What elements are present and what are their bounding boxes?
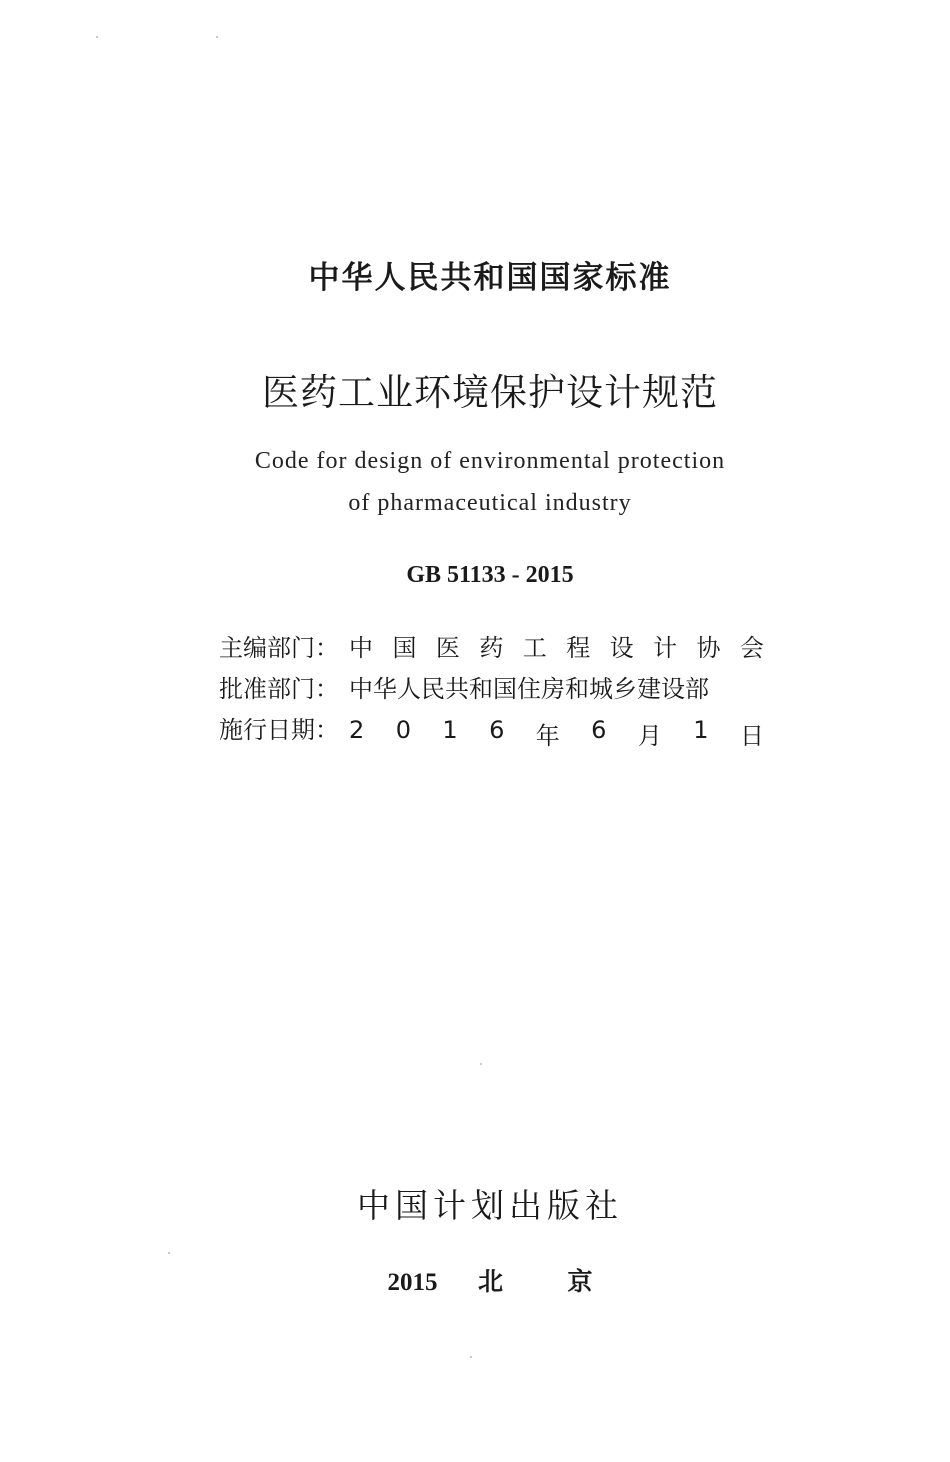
effective-date-char: 6 [489, 716, 505, 744]
effective-date-char: 6 [591, 716, 607, 744]
chief-editor-char: 协 [696, 634, 721, 662]
standard-title-english-line1: Code for design of environmental protection [254, 448, 726, 474]
effective-date-char: 1 [442, 716, 458, 744]
scan-speck [216, 36, 218, 38]
chief-editor-char: 设 [609, 634, 634, 662]
standard-title-english-line2: of pharmaceutical industry [348, 490, 632, 516]
effective-date-value [349, 716, 764, 751]
publisher-name: 中国计划出版社 [357, 1186, 623, 1225]
scan-speck [470, 1356, 472, 1358]
chief-editor-value [349, 628, 764, 663]
scan-speck [480, 1063, 482, 1065]
effective-date-char: 1 [693, 716, 709, 744]
chief-editor-char: 医 [435, 634, 460, 662]
approval-value: 中华人民共和国住房和城乡建设部 [349, 675, 709, 703]
publication-city-char-1: 北 [477, 1269, 503, 1296]
chief-editor-label: 主编部门： [219, 634, 339, 662]
effective-date-char: 日 [739, 722, 764, 750]
approval-label: 批准部门： [219, 675, 339, 703]
publication-place [15, 1262, 950, 1298]
chief-editor-char: 工 [522, 634, 547, 662]
chief-editor-char: 会 [739, 634, 764, 662]
scan-speck [168, 1252, 170, 1254]
effective-date-char: 0 [395, 716, 411, 744]
chief-editor-char: 程 [566, 634, 591, 662]
chief-editor-char: 中 [349, 634, 373, 662]
chief-editor-char: 国 [392, 634, 417, 662]
chief-editor-row [219, 628, 764, 669]
effective-date-char: 年 [535, 722, 560, 750]
metadata-block [219, 628, 764, 751]
chief-editor-char: 药 [479, 634, 504, 662]
effective-date-char: 2 [349, 716, 365, 744]
standard-code: GB 51133 - 2015 [406, 562, 574, 588]
effective-date-char: 月 [637, 722, 662, 750]
publication-city-char-2: 京 [567, 1269, 593, 1296]
effective-date-label: 施行日期： [219, 716, 339, 744]
publication-year: 2015 [387, 1269, 438, 1296]
effective-date-row [219, 710, 764, 751]
approval-row [219, 669, 764, 710]
chief-editor-char: 计 [653, 634, 678, 662]
scan-speck [96, 36, 98, 38]
standard-title-chinese: 医药工业环境保护设计规范 [262, 371, 718, 414]
series-title: 中华人民共和国国家标准 [308, 260, 672, 296]
